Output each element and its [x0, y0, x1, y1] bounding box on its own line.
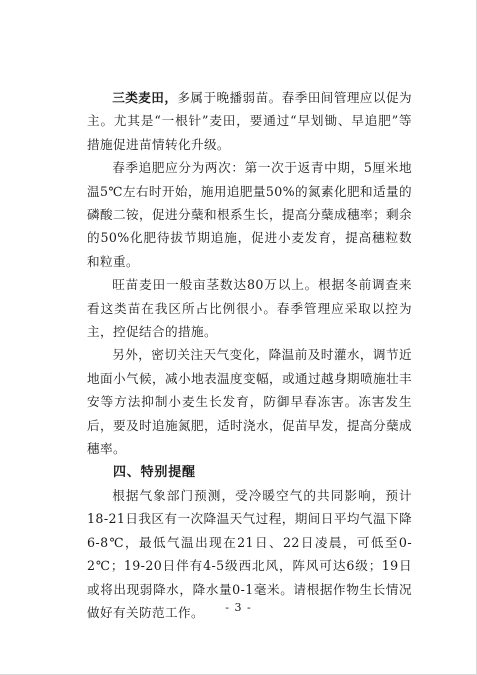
paragraph-vigorous-seedlings: 旺苗麦田一般亩茎数达80万以上。根据冬前调查来看这类苗在我区所占比例很小。春季管理应采取以控为主，控促结合的措施。: [87, 277, 412, 340]
paragraph-weak-seedlings: [87, 86, 412, 156]
paragraph-frost-protection: 另外，密切关注天气变化，降温前及时灌水，调节近地面小气候，减小地表温度变幅，或通过越身期喷施壮丰安等方法抑制小麦生长发育，防御早春冻害。冻害发生后，要及时追施氮肥，适时浇水，促苗早发，提高分蘖成穗率。: [87, 347, 412, 457]
document-body: [87, 86, 412, 624]
page-number: - 3 -: [225, 601, 252, 614]
paragraph-lead-bold: 三类麦田，: [112, 90, 178, 105]
paragraph-topdressing: 春季追肥应分为两次：第一次于返青中期，5厘米地温5℃左右时开始，施用追肥量50%的氮素化肥和适量的磷酸二铵，促进分蘖和根系生长，提高分蘖成穗率；剩余的50%化肥待拔节期追施，促进小麦发育，提高穗粒数和粒重。: [87, 160, 412, 269]
paragraph-weather-forecast: 根据气象部门预测，受冷暖空气的共同影响，预计18-21日我区有一次降温天气过程，期间日平均气温下降6-8℃，最低气温出现在21日、22日凌晨，可低至0-2℃；19-20日伴有4-5级西北风，阵风可达6级；19日或将出现弱降水，降水量0-1毫米。请根据作物生长情况做好有关防范工作。: [87, 487, 412, 620]
section-heading: 四、特别提醒: [113, 464, 196, 480]
paragraph-text: 多属于晚播弱苗。春季田间管理应以促为主。尤其是“一根针”麦田，要通过“早划锄、早追肥”等措施促进苗情转化升级。: [87, 90, 412, 152]
